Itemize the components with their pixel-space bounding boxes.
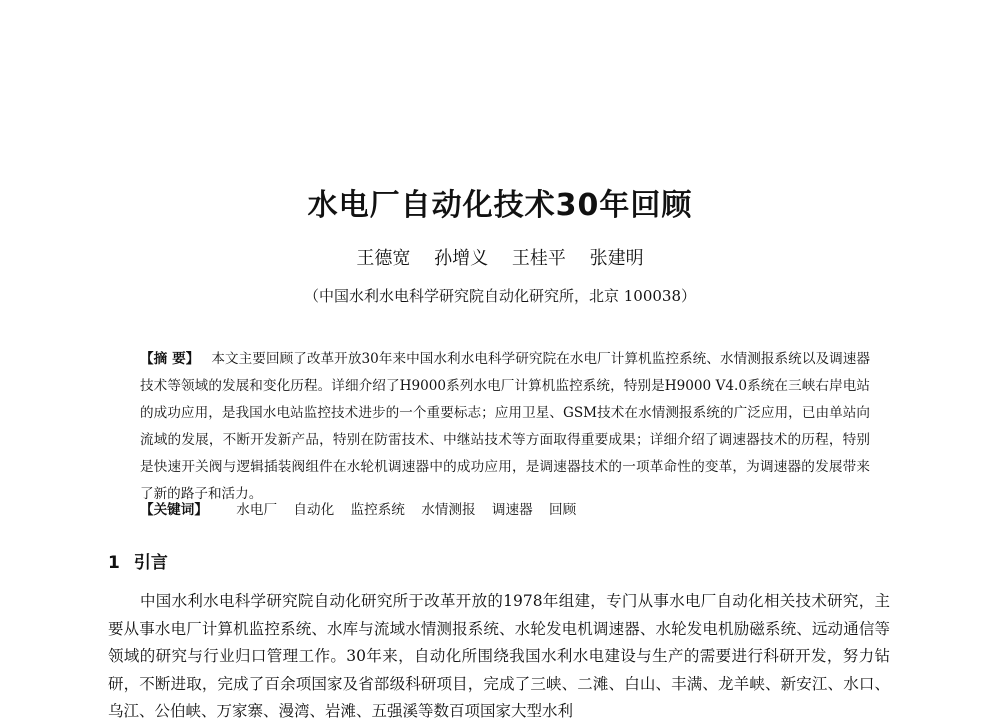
- section-heading: [108, 548, 168, 573]
- keywords: [140, 497, 870, 524]
- abstract-text: 本文主要回顾了改革开放30年来中国水利水电科学研究院在水电厂计算机监控系统、水情测报系统以及调速器技术等领域的发展和变化历程。详细介绍了H9000系列水电厂计算机监控系统，特别是H9000 V4.0系统在三峡右岸电站的成功应用，是我国水电站监控技术进步的一个重要标志；应用卫星、GSM技术在水情测报系统的广泛应用，已由单站向流域的发展，不断开发新产品，特别在防雷技术、中继站技术等方面取得重要成果；详细介绍了调速器技术的历程，特别是快速开关阀与逻辑插装阀组件在水轮机调速器中的成功应用，是调速器技术的一项革命性的变革，为调速器的发展带来了新的路子和活力。: [140, 351, 871, 502]
- abstract-label: 【摘 要】: [140, 351, 200, 367]
- keyword-item: 水电厂: [236, 502, 278, 518]
- keywords-label: 【关键词】: [140, 502, 208, 518]
- body-paragraph: 中国水利水电科学研究院自动化研究所于改革开放的1978年组建，专门从事水电厂自动化相关技术研究，主要从事水电厂计算机监控系统、水库与流域水情测报系统、水轮发电机调速器、水轮发电机励磁系统、远动通信等领域的研究与行业归口管理工作。30年来，自动化所围绕我国水利水电建设与生产的需要进行科研开发，努力钻研，不断进取，完成了百余项国家及省部级科研项目，完成了三峡、二滩、白山、丰满、龙羊峡、新安江、水口、乌江、公伯峡、万家寨、漫湾、岩滩、五强溪等数百项国家大型水利: [108, 592, 890, 720]
- keyword-item: 监控系统: [350, 502, 405, 518]
- keyword-item: 调速器: [491, 502, 533, 518]
- keyword-item: 自动化: [293, 502, 335, 518]
- affiliation: （中国水利水电科学研究院自动化研究所，北京 100038）: [303, 287, 697, 305]
- keyword-item: 回顾: [549, 502, 577, 518]
- section-number: 1: [108, 553, 120, 573]
- keyword-item: 水情测报: [421, 502, 476, 518]
- paper-title: 水电厂自动化技术30年回顾: [307, 188, 693, 223]
- section-title: 引言: [133, 553, 168, 573]
- abstract: [140, 346, 870, 508]
- author-list: 王德宽 孙增义 王桂平 张建明: [356, 248, 644, 269]
